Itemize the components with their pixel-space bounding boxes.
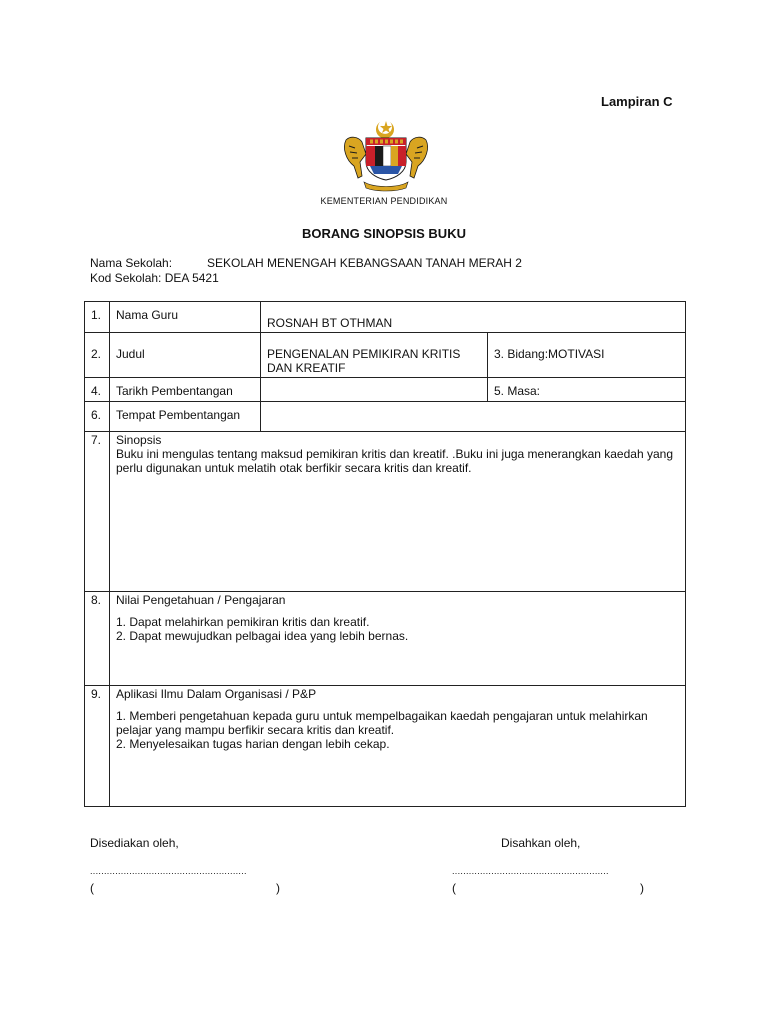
knowledge-value-item: 1. Dapat melahirkan pemikiran kritis dan kreatif. (116, 615, 370, 629)
school-name-value: SEKOLAH MENENGAH KEBANGSAAN TANAH MERAH 2 (207, 256, 522, 270)
synopsis-cell (110, 432, 686, 592)
row-number: 7. (85, 432, 110, 592)
form-row-knowledge-application (85, 686, 686, 807)
form-title: BORANG SINOPSIS BUKU (302, 226, 466, 241)
row-number: 2. (85, 333, 110, 378)
synopsis-text: Buku ini mengulas tentang maksud pemikiran kritis dan kreatif. .Buku ini juga menerangkan kaedah yang perlu digunakan untuk melatih otak berfikir secara kritis dan kreatif. (116, 447, 673, 475)
school-code: Kod Sekolah: DEA 5421 (90, 271, 219, 285)
field-of-study: 3. Bidang:MOTIVASI (488, 333, 686, 378)
form-row-presentation-place (85, 402, 686, 432)
teacher-name-label: Nama Guru (110, 302, 261, 333)
prepared-name-open-paren: ( (90, 881, 94, 895)
knowledge-application-item: 1. Memberi pengetahuan kepada guru untuk mempelbagaikan kaedah pengajaran untuk melahirkan pelajar yang mampu berfikir secara kritis dan kreatif. (116, 709, 648, 737)
form-row-teacher-name (85, 302, 686, 333)
prepared-signature-line: ........................................................ (90, 866, 247, 876)
knowledge-value-item: 2. Dapat mewujudkan pelbagai idea yang lebih bernas. (116, 629, 409, 643)
presentation-date-label: Tarikh Pembentangan (110, 378, 261, 402)
row-number: 9. (85, 686, 110, 807)
form-row-synopsis (85, 432, 686, 592)
prepared-by-label: Disediakan oleh, (90, 836, 179, 850)
knowledge-application-item: 2. Menyelesaikan tugas harian dengan lebih cekap. (116, 737, 390, 751)
attachment-label: Lampiran C (601, 94, 673, 109)
verified-name-close-paren: ) (640, 881, 644, 895)
coat-of-arms-emblem (340, 118, 432, 194)
verified-name-open-paren: ( (452, 881, 456, 895)
school-name-label: Nama Sekolah: (90, 256, 173, 270)
presentation-place-value (261, 402, 686, 432)
presentation-date-value (261, 378, 488, 402)
presentation-place-label: Tempat Pembentangan (110, 402, 261, 432)
book-title-label: Judul (110, 333, 261, 378)
ministry-name: KEMENTERIAN PENDIDIKAN (320, 196, 448, 206)
knowledge-application-label: Aplikasi Ilmu Dalam Organisasi / P&P (116, 687, 317, 701)
book-title-value: PENGENALAN PEMIKIRAN KRITIS DAN KREATIF (261, 333, 488, 378)
teacher-name-value: ROSNAH BT OTHMAN (261, 302, 686, 333)
prepared-name-close-paren: ) (276, 881, 280, 895)
row-number: 4. (85, 378, 110, 402)
presentation-time: 5. Masa: (488, 378, 686, 402)
knowledge-value-cell (110, 592, 686, 686)
row-number: 6. (85, 402, 110, 432)
row-number: 1. (85, 302, 110, 333)
knowledge-application-cell (110, 686, 686, 807)
synopsis-label: Sinopsis (116, 433, 162, 447)
synopsis-form-table (84, 301, 686, 807)
knowledge-value-label: Nilai Pengetahuan / Pengajaran (116, 593, 286, 607)
verified-signature-line: ........................................................ (452, 866, 609, 876)
row-number: 8. (85, 592, 110, 686)
form-row-title (85, 333, 686, 378)
form-row-knowledge-value (85, 592, 686, 686)
verified-by-label: Disahkan oleh, (501, 836, 581, 850)
form-row-presentation-date (85, 378, 686, 402)
